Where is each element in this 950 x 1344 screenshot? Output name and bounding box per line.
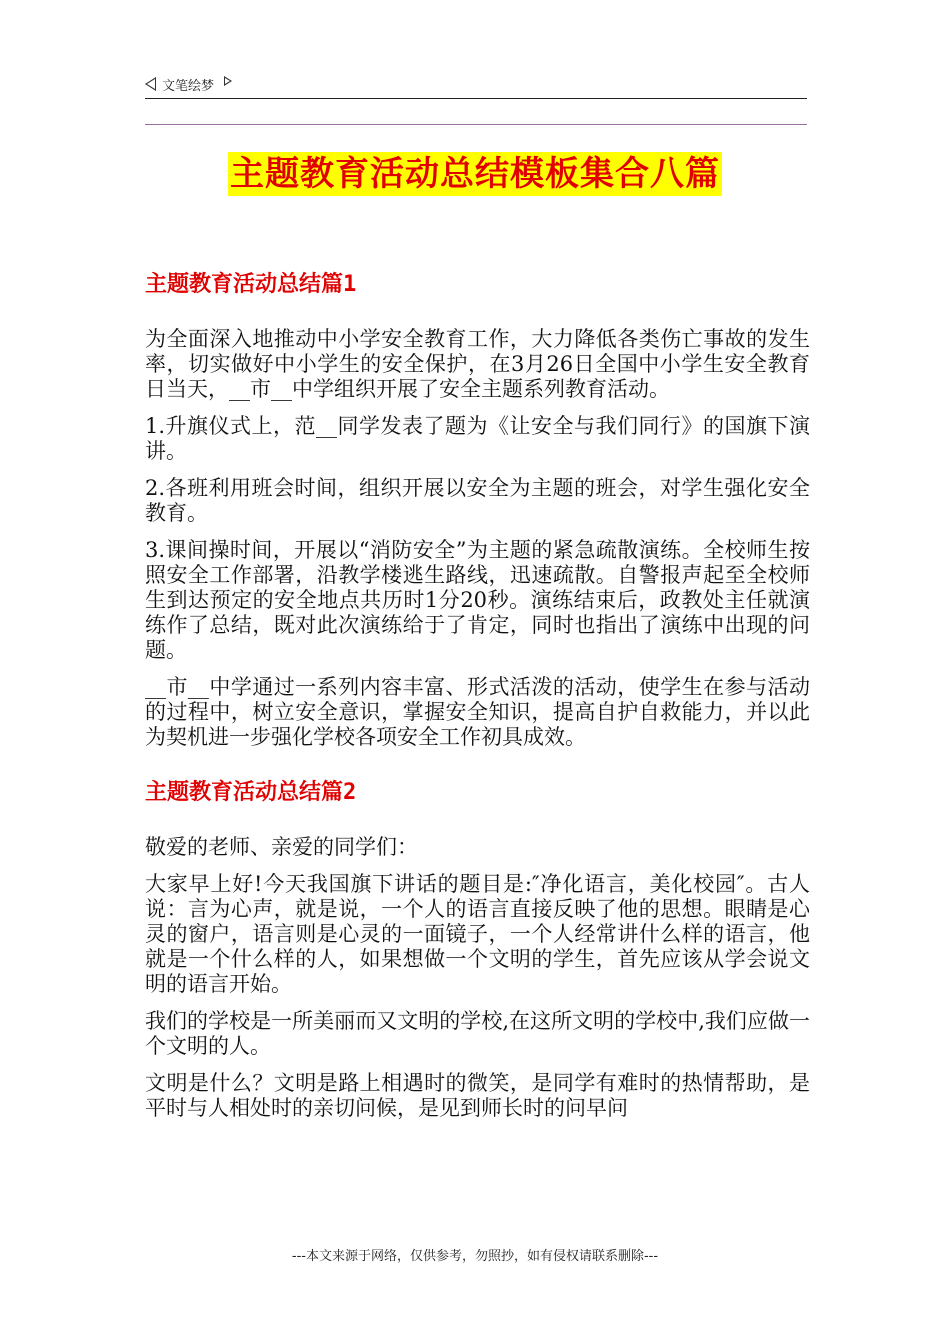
section-2	[145, 778, 810, 1121]
header-divider	[145, 124, 807, 125]
paragraph: 3.课间操时间，开展以“消防安全”为主题的紧急疏散演练。全校师生按照安全工作部署，沿教学楼逃生路线，迅速疏散。自警报声起至全校师生到达预定的安全地点共历时1分20秒。演练结束后，政教处主任就演练作了总结，既对此次演练给于了肯定，同时也指出了演练中出现的问题。	[145, 538, 810, 662]
page-header	[145, 72, 807, 99]
header-brand: 文笔绘梦	[162, 78, 215, 94]
paragraph: __市__中学通过一系列内容丰富、形式活泼的活动，使学生在参与活动的过程中，树立安全意识，掌握安全知识，提高自护自救能力，并以此为契机进一步强化学校各项安全工作初具成效。	[145, 675, 810, 749]
section-heading: 主题教育活动总结篇2	[145, 780, 357, 805]
paragraph: 敬爱的老师、亲爱的同学们：	[145, 835, 418, 859]
section-1	[145, 270, 810, 750]
paragraph: 2.各班利用班会时间，组织开展以安全为主题的班会，对学生强化安全教育。	[145, 476, 810, 525]
paragraph: 1.升旗仪式上，范__同学发表了题为《让安全与我们同行》的国旗下演讲。	[145, 414, 810, 463]
paragraph: 文明是什么？文明是路上相遇时的微笑，是同学有难时的热情帮助，是平时与人相处时的亲切问候，是见到师长时的问早问	[145, 1071, 810, 1120]
paragraph: 我们的学校是一所美丽而又文明的学校,在这所文明的学校中,我们应做一个文明的人。	[145, 1009, 810, 1058]
paragraph: 为全面深入地推动中小学安全教育工作，大力降低各类伤亡事故的发生率，切实做好中小学生的安全保护，在3月26日全国中小学生安全教育日当天，__市__中学组织开展了安全主题系列教育活动。	[145, 327, 810, 401]
triangle-right-icon	[224, 76, 232, 86]
paragraph: 大家早上好!今天我国旗下讲话的题目是:″净化语言，美化校园″。古人说：言为心声，就是说，一个人的语言直接反映了他的思想。眼睛是心灵的窗户，语言则是心灵的一面镜子，一个人经常讲什么样的语言，他就是一个什么样的人，如果想做一个文明的学生，首先应该从学会说文明的语言开始。	[145, 872, 810, 996]
title-container	[0, 152, 950, 196]
document-title: 主题教育活动总结模板集合八篇	[230, 154, 720, 194]
section-heading: 主题教育活动总结篇1	[145, 272, 357, 297]
document-body	[145, 270, 810, 1149]
footer-disclaimer: ---本文来源于网络，仅供参考，勿照抄，如有侵权请联系删除---	[291, 1249, 659, 1264]
triangle-left-icon	[145, 77, 156, 91]
